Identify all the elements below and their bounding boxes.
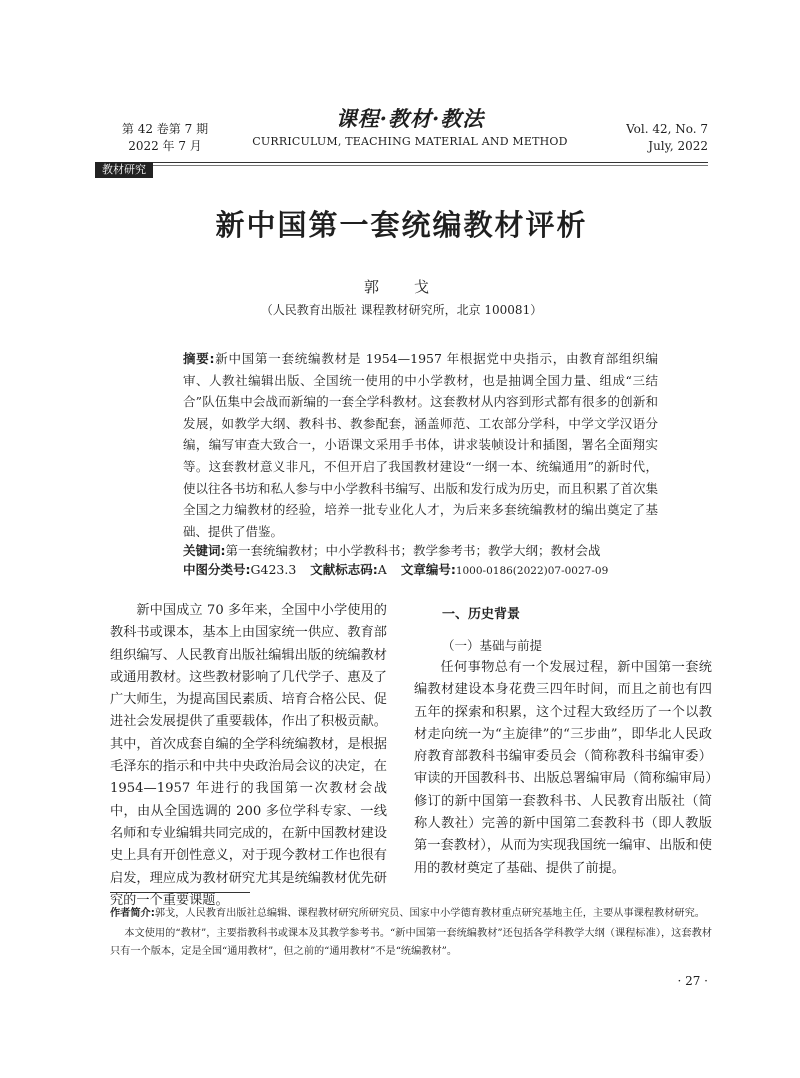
header-rule bbox=[95, 162, 708, 163]
section-tag: 教材研究 bbox=[95, 162, 153, 178]
doc-code-label: 文献标志码: bbox=[310, 562, 378, 577]
article-author: 郭 戈 bbox=[363, 278, 439, 296]
journal-masthead bbox=[250, 106, 570, 150]
issue-date-en: July, 2022 bbox=[648, 139, 708, 153]
section-heading: 一、历史背景 bbox=[442, 607, 521, 622]
author-bio-text: 郭戈，人民教育出版社总编辑、课程教材研究所研究员、国家中小学德育教材重点研究基地主任，主要从事课程教材研究。 bbox=[154, 908, 705, 919]
journal-logo-cn: 课程·教材·教法 bbox=[335, 106, 485, 131]
page-number: · 27 · bbox=[677, 974, 708, 988]
volume-issue-en: Vol. 42, No. 7 bbox=[626, 122, 708, 136]
subsection-heading: （一）基础与前提 bbox=[442, 638, 543, 653]
clc-value: G423.3 bbox=[250, 562, 297, 577]
author-bio-label: 作者简介: bbox=[110, 908, 155, 919]
issue-info bbox=[110, 121, 220, 155]
issue-info-en bbox=[598, 121, 708, 155]
article-title: 新中国第一套统编教材评析 bbox=[215, 208, 588, 242]
footnotes bbox=[110, 905, 712, 963]
background-paragraph: 任何事物总有一个发展过程，新中国第一套统编教材建设本身花费三四年时间，而且之前也有四五年的探索和积累，这个过程大致经历了一个以教材走向统一为“主旋律”的“三步曲”，即华北人民政府教育部教科书编审委员会（简称教科书编审委）审读的开国教科书、出版总署编审局（简称编审局）修订的新中国第一套教科书、人民教育出版社（简称人教社）完善的新中国第二套教科书（即人教版第一套教材），从而为实现我国统一编审、出版和使用的教材奠定了基础、提供了前提。 bbox=[414, 660, 712, 876]
classification-line bbox=[183, 559, 658, 583]
clc-label: 中图分类号: bbox=[183, 562, 251, 577]
abstract-text: 新中国第一套统编教材是 1954—1957 年根据党中央指示，由教育部组织编审、人教社编辑出版、全国统一使用的中小学教材，也是抽调全国力量、组成“三结合”队伍集中会战而新编的一套全学科教材。这套教材从内容到形式都有很多的创新和发展，如教学大纲、教科书、教参配套，涵盖师范、工农部分学科，中学文学汉语分编，编写审查大致合一，小语课文采用手书体，讲求装帧设计和插图，署名全面翔实等。这套教材意义非凡，不但开启了我国教材建设“一纲一本、统编通用”的新时代，使以往各书坊和私人参与中小学教科书编写、出版和发行成为历史，而且积累了首次集全国之力编教材的经验，培养一批专业化人才，为后来多套统编教材的编出奠定了基础、提供了借鉴。 bbox=[183, 351, 659, 539]
body-column-right bbox=[414, 604, 712, 880]
article-no-label: 文章编号: bbox=[400, 562, 456, 577]
issue-date: 2022 年 7 月 bbox=[128, 139, 202, 153]
keywords-label: 关键词: bbox=[183, 543, 226, 558]
terminology-footnote: 本文使用的“教材”，主要指教科书或课本及其教学参考书。“新中国第一套统编教材”还包括各学科教学大纲（课程标准），这套教材只有一个版本，定是全国“通用教材”，但之前的“通用教材”不是“统编教材”。 bbox=[110, 928, 712, 957]
abstract bbox=[183, 348, 658, 542]
article-no-value: 1000-0186(2022)07-0027-09 bbox=[455, 565, 609, 577]
volume-issue: 第 42 卷第 7 期 bbox=[121, 122, 209, 136]
keywords-text: 第一套统编教材；中小学教科书；教学参考书；教学大纲；教材会战 bbox=[225, 543, 601, 558]
journal-name-en: CURRICULUM, TEACHING MATERIAL AND METHOD bbox=[252, 135, 568, 148]
abstract-label: 摘要: bbox=[183, 351, 215, 366]
author-bio-footnote bbox=[110, 905, 712, 923]
author-affiliation: （人民教育出版社 课程教材研究所，北京 100081） bbox=[260, 303, 543, 317]
intro-paragraph: 新中国成立 70 多年来，全国中小学使用的教科书或课本，基本上由国家统一供应、教育部组织编写、人民教育出版社编辑出版的统编教材或通用教材。这些教材影响了几代学子、惠及了广大师生，为提高国民素质、培育合格公民、促进社会发展提供了重要载体，作出了积极贡献。其中，首次成套自编的全学科统编教材，是根据毛泽东的指示和中共中央政治局会议的决定，在 1954—1957 年进行的我国第一次教材会战中，由从全国选调的 200 多位学科专家、一线名师和专业编辑共同完成的，在新中国教材建设史上具有开创性意义，对于现今教材工作也很有启发，理应成为教材研究尤其是统编教材优先研究的一个重要课题。 bbox=[110, 603, 387, 908]
doc-code-value: A bbox=[377, 562, 387, 577]
body-column-left bbox=[110, 600, 387, 912]
header-rule-thin bbox=[95, 165, 708, 166]
footnote-rule bbox=[110, 892, 250, 893]
